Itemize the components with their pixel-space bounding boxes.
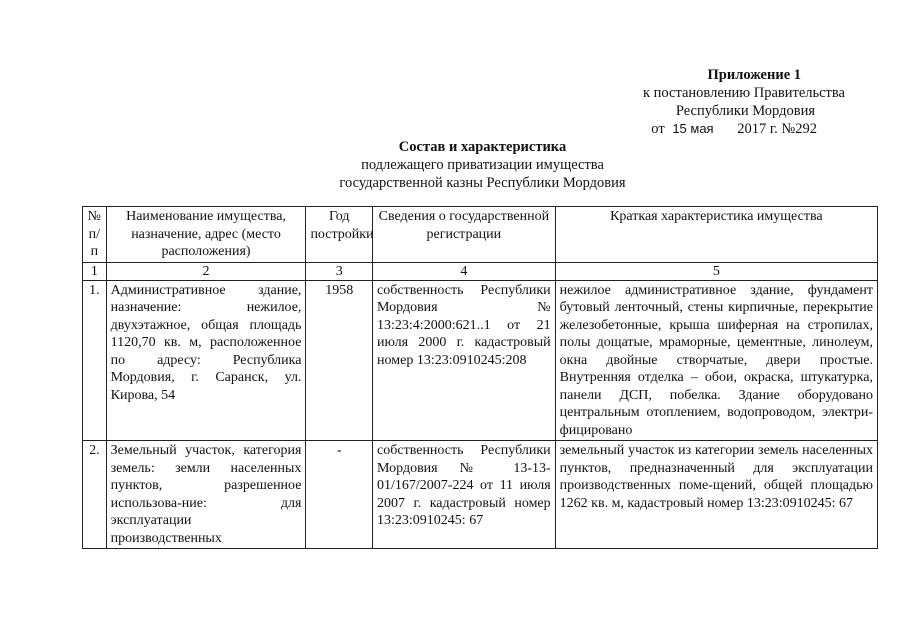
header-registration: Сведения о государственной регистрации: [373, 207, 556, 263]
row-num: 2.: [83, 441, 107, 549]
title-line-2: подлежащего приватизации имущества: [361, 157, 604, 173]
appendix-title: Приложение 1: [707, 67, 801, 83]
row-description: нежилое административное здание, фундамент бутовый ленточный, стены кирпичные, перекрытие железобетонные, крыша шиферная на стропилах, полы дощатые, мраморные, цементные, линолеум, окна двойные створчатые, двери простые. Внутренняя отделка – обои, окраска, штукатурка, панели ДСП, побелка. Здание оборудовано центральным отоплением, водопроводом, электри-фицировано: [555, 280, 877, 441]
appendix-date-line: [585, 120, 817, 138]
header-description: Краткая характеристика имущества: [555, 207, 877, 263]
table-index-row: [83, 262, 878, 280]
appendix-line-resolution: к постановлению Правительства: [643, 85, 845, 101]
title-line-3: государственной казны Республики Мордовия: [339, 175, 626, 191]
date-handwritten: 15 мая: [672, 121, 714, 136]
title-line-1: Состав и характеристика: [398, 139, 567, 155]
row-name: Земельный участок, категория земель: земли населенных пунктов, разрешенное использова-ние: для эксплуатации производственных: [106, 441, 306, 549]
table-row: [83, 280, 878, 441]
appendix-line-republic: Республики Мордовия: [675, 103, 815, 119]
table-row: [83, 441, 878, 549]
date-prefix: от: [651, 121, 665, 137]
row-year: 1958: [306, 280, 373, 441]
index-cell: 4: [373, 262, 556, 280]
index-cell: 3: [306, 262, 373, 280]
index-cell: 2: [106, 262, 306, 280]
row-year: -: [306, 441, 373, 549]
row-description: земельный участок из категории земель населенных пунктов, предназначенный для эксплуатации производственных поме-щений, общей площадью 1262 кв. м, кадастровый номер 13:23:0910245: 67: [555, 441, 877, 549]
header-year: Год постройки: [306, 207, 373, 263]
index-cell: 1: [83, 262, 107, 280]
row-registration: собственность Республики Мордовия № 13:23:4:2000:621..1 от 21 июля 2000 г. кадастровый номер 13:23:0910245:208: [373, 280, 556, 441]
table-header-row: [83, 207, 878, 263]
document-title: [0, 138, 905, 192]
header-name: Наименование имущества, назначение, адрес (место расположения): [106, 207, 306, 263]
row-name: Административное здание, назначение: нежилое, двухэтажное, общая площадь 1120,70 кв. м, расположенное по адресу: Республика Мордовия, г. Саранск, ул. Кирова, 54: [106, 280, 306, 441]
header-num: № п/п: [83, 207, 107, 263]
row-num: 1.: [83, 280, 107, 441]
date-suffix: 2017 г. №292: [737, 121, 817, 137]
row-registration: собственность Республики Мордовия № 13-13-01/167/2007-224 от 11 июля 2007 г. кадастровый номер 13:23:0910245: 67: [373, 441, 556, 549]
index-cell: 5: [555, 262, 877, 280]
appendix-block: [585, 66, 845, 138]
property-table: [82, 206, 878, 549]
